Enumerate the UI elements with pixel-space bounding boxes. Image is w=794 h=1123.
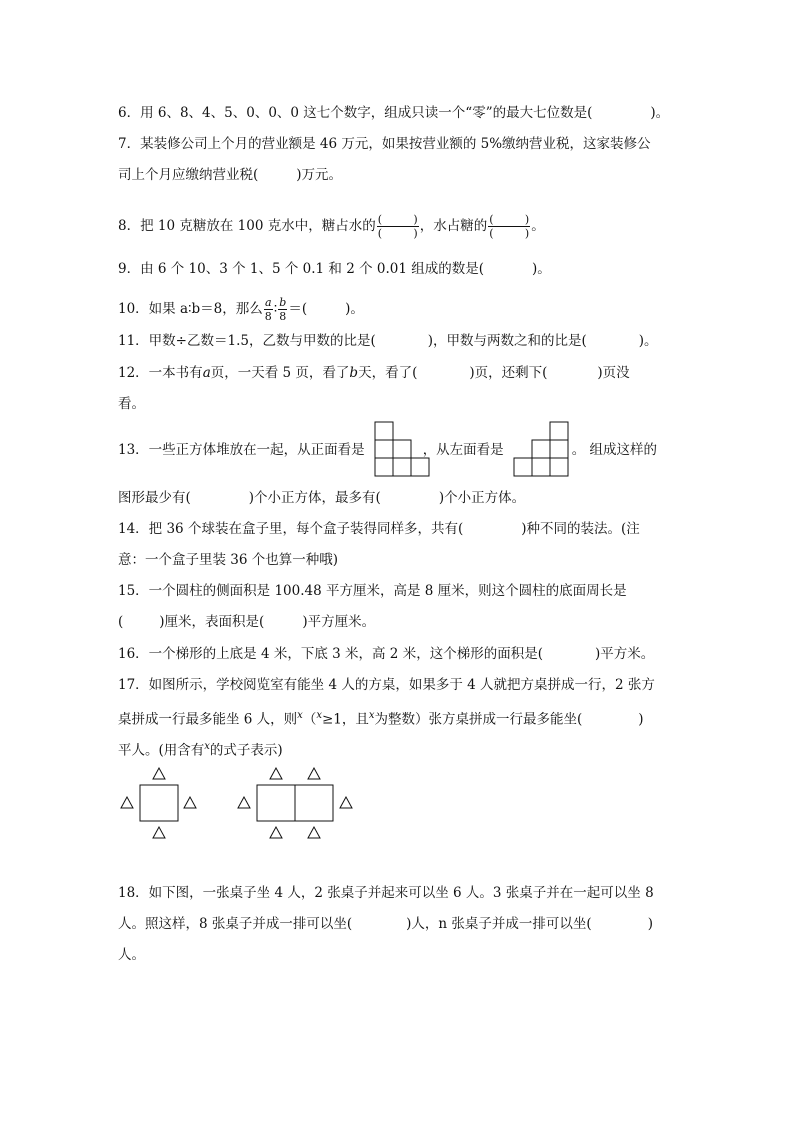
question-18-line-1: 18．如下图，一张桌子坐 4 人，2 张桌子并起来可以坐 6 人。3 张桌子并在一起可以坐 8 — [118, 885, 654, 901]
question-16: 16．一个梯形的上底是 4 米，下底 3 米，高 2 米，这个梯形的面积是( )平方米。 — [118, 646, 655, 662]
question-12-line-2: 看。 — [118, 396, 145, 412]
q8-fraction-blank-2[interactable]: ( ) ( ) — [489, 213, 530, 240]
question-15-line-1: 15．一个圆柱的侧面积是 100.48 平方厘米，高是 8 厘米，则这个圆柱的底面周长是 — [118, 583, 627, 599]
q10-fraction-b-over-8: $\frac{b}{8}$ — [279, 296, 287, 323]
question-14-line-1: 14．把 36 个球装在盒子里，每个盒子装得同样多，共有( )种不同的装法。(注 — [118, 521, 640, 537]
question-6: 6．用 6、8、4、5、0、0、0 这七个数字，组成只读一个“零”的最大七位数是( )。 — [118, 105, 670, 121]
question-17-line-3: 平人。(用含有$^x$的式子表示) — [118, 741, 283, 759]
question-17-line-2: 桌拼成一行最多能坐 6 人，则$^x$（$^x$≥1，且$^x$为整数）张方桌拼成一行最多能坐( ) — [118, 710, 644, 728]
question-13-line-2: 图形最少有( )个小正方体，最多有( )个小正方体。 — [118, 490, 526, 506]
question-18-line-2: 人。照这样，8 张桌子并成一排可以坐( )人，n 张桌子并成一排可以坐( ) — [118, 916, 653, 932]
question-15-line-2: ( )厘米，表面积是( )平方厘米。 — [118, 614, 376, 630]
question-8: 8．把 10 克糖放在 100 克水中，糖占水的 ( ) ( ) ，水占糖的 ( ) ( ) 。 — [118, 213, 545, 240]
question-13-line-1: 13．一些正方体堆放在一起，从正面看是 ，从左面看是 。 组成这样的 — [118, 442, 657, 458]
question-17-line-1: 17．如图所示，学校阅览室有能坐 4 人的方桌，如果多于 4 人就把方桌拼成一行，2 张方 — [118, 677, 655, 693]
question-14-line-2: 意：一个盒子里装 36 个也算一种哦) — [118, 552, 339, 568]
q8-fraction-blank-1[interactable]: ( ) ( ) — [377, 213, 418, 240]
question-18-line-3: 人。 — [118, 947, 145, 963]
question-10: 10．如果 a∶b＝8，那么 $\frac{a}{8}$ ∶ $\frac{b}{8}$ ＝( )。 — [118, 296, 364, 323]
question-11: 11．甲数÷乙数＝1.5，乙数与甲数的比是( )，甲数与两数之和的比是( )。 — [118, 333, 658, 349]
question-9: 9．由 6 个 10、3 个 1、5 个 0.1 和 2 个 0.01 组成的数是( )。 — [118, 261, 551, 277]
q6-text: 6．用 6、8、4、5、0、0、0 这七个数字，组成只读一个“零”的最大七位数是( — [118, 105, 593, 121]
question-7-line-1: 7．某装修公司上个月的营业额是 46 万元，如果按营业额的 5%缴纳营业税，这家装修公 — [118, 136, 651, 152]
question-7-line-2: 司上个月应缴纳营业税( )万元。 — [118, 167, 343, 183]
q10-fraction-a-over-8: $\frac{a}{8}$ — [264, 296, 272, 323]
question-12-line-1: 12．一本书有a页，一天看 5 页，看了b天，看了( )页，还剩下( )页没 — [118, 365, 630, 381]
